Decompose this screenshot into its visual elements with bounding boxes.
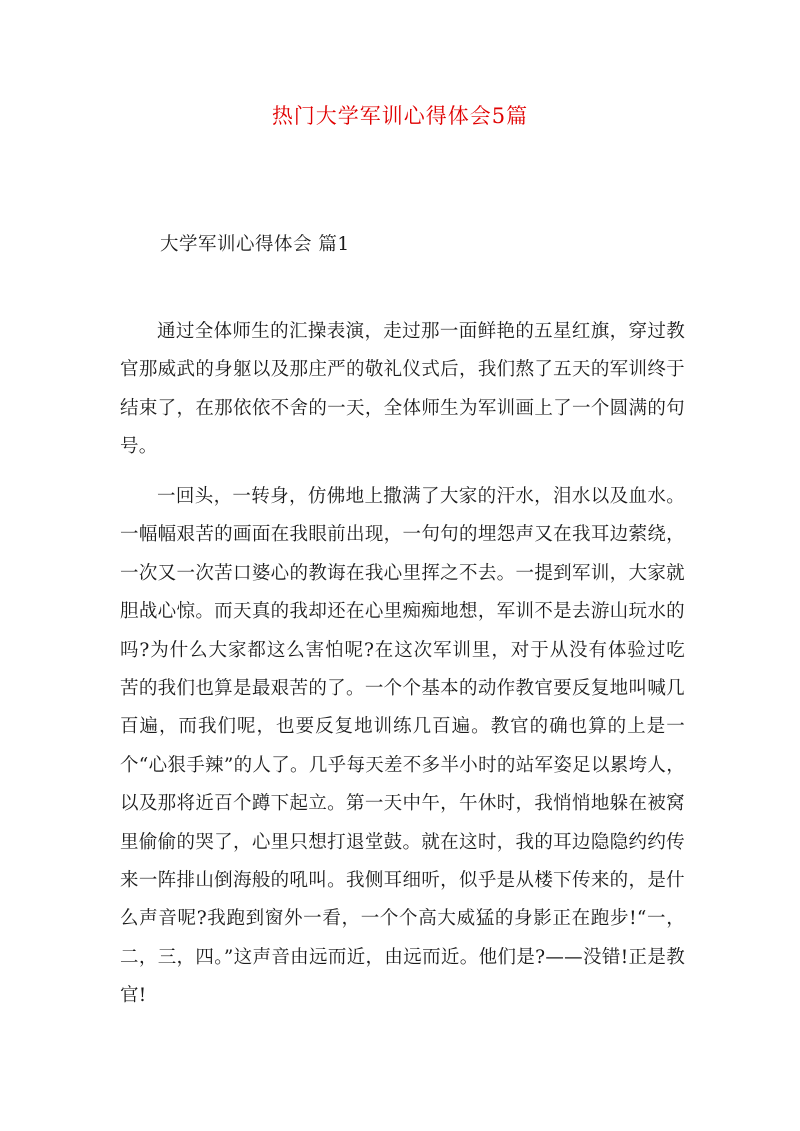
paragraph: 通过全体师生的汇操表演，走过那一面鲜艳的五星红旗，穿过教官那威武的身躯以及那庄严的敬礼仪式后，我们熬了五天的军训终于结束了，在那依依不舍的一天，全体师生为军训画上了一个圆满的句号。 (120, 321, 685, 458)
paragraph: 一回头，一转身，仿佛地上撒满了大家的汗水，泪水以及血水。一幅幅艰苦的画面在我眼前出现，一句句的埋怨声又在我耳边萦绕，一次又一次苦口婆心的教诲在我心里挥之不去。一提到军训，大家就胆战心惊。而天真的我却还在心里痴痴地想，军训不是去游山玩水的吗?为什么大家都这么害怕呢?在这次军训里，对于从没有体验过吃苦的我们也算是最艰苦的了。一个个基本的动作教官要反复地叫喊几百遍，而我们呢，也要反复地训练几百遍。教官的确也算的上是一个“心狠手辣”的人了。几乎每天差不多半小时的站军姿足以累垮人，以及那将近百个蹲下起立。第一天中午，午休时，我悄悄地躲在被窝里偷偷的哭了，心里只想打退堂鼓。就在这时，我的耳边隐隐约约传来一阵排山倒海般的吼叫。我侧耳细听，似乎是从楼下传来的，是什么声音呢?我跑到窗外一看，一个个高大威猛的身影正在跑步!“一，二，三，四。”这声音由远而近，由远而近。他们是?——没错!正是教官! (120, 486, 685, 1007)
document-title: 热门大学军训心得体会5篇 (271, 104, 529, 128)
section-heading: 大学军训心得体会 篇1 (160, 234, 350, 255)
